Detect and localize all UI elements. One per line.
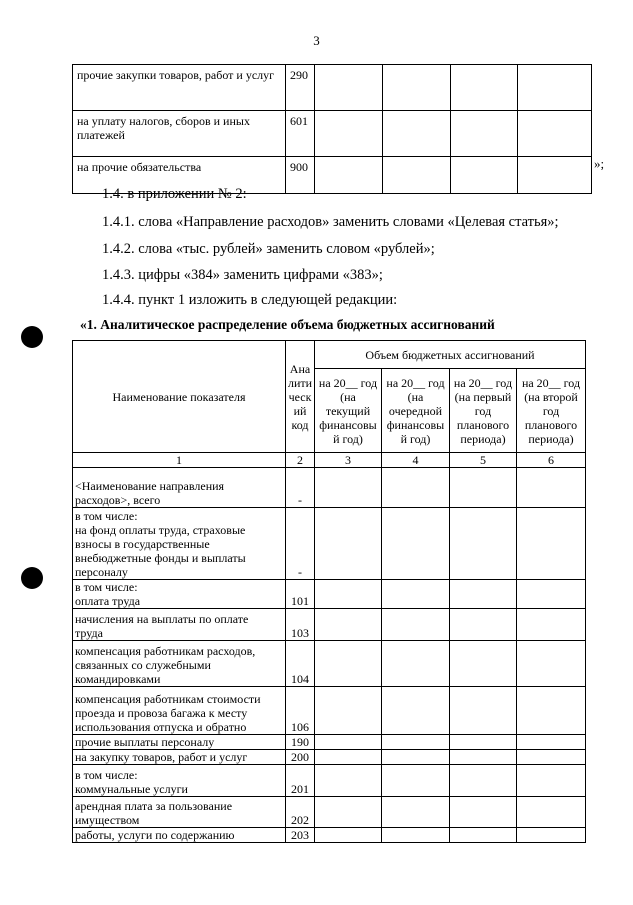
table-row — [73, 735, 586, 750]
column-numbers-row — [73, 453, 586, 468]
row-code: 601 — [286, 111, 315, 157]
table-row — [73, 828, 586, 843]
value-cell — [450, 687, 517, 735]
row-code: 103 — [286, 609, 315, 641]
row-code: 106 — [286, 687, 315, 735]
header-col5: на 20__ год (на первый год планового периода) — [450, 369, 517, 453]
value-cell — [450, 609, 517, 641]
value-cell — [315, 641, 382, 687]
value-cell — [517, 750, 586, 765]
value-cell — [382, 687, 450, 735]
value-cell — [517, 797, 586, 828]
paragraph: 1.4.1. слова «Направление расходов» заменить словами «Целевая статья»; — [102, 214, 559, 230]
row-name: компенсация работникам стоимости проезда и провоза багажа к месту использования отпуска и обратно — [73, 687, 286, 735]
paragraph: 1.4. в приложении № 2: — [102, 186, 247, 202]
column-number: 4 — [382, 453, 450, 468]
paragraph: 1.4.2. слова «тыс. рублей» заменить словом «рублей»; — [102, 241, 435, 257]
value-cell — [315, 468, 382, 508]
value-cell — [315, 687, 382, 735]
value-cell — [517, 735, 586, 750]
value-cell — [315, 580, 382, 609]
header-col6: на 20__ год (на второй год планового периода) — [517, 369, 586, 453]
closing-quote: »; — [594, 156, 605, 171]
row-name: арендная плата за пользование имуществом — [73, 797, 286, 828]
row-code: 202 — [286, 797, 315, 828]
value-cell — [315, 508, 382, 580]
column-number: 1 — [73, 453, 286, 468]
table-row — [73, 508, 586, 580]
table-row — [73, 65, 592, 111]
table-row — [73, 468, 586, 508]
value-cell — [450, 508, 517, 580]
value-cell — [382, 750, 450, 765]
value-cell — [450, 735, 517, 750]
section-title: «1. Аналитическое распределение объема бюджетных ассигнований — [80, 317, 495, 332]
row-name: компенсация работникам расходов, связанных со служебными командировками — [73, 641, 286, 687]
budget-allocation-table — [72, 340, 586, 843]
value-cell — [382, 468, 450, 508]
column-number: 2 — [286, 453, 315, 468]
table-row — [73, 765, 586, 797]
value-cell — [450, 828, 517, 843]
value-cell — [517, 609, 586, 641]
row-name: начисления на выплаты по оплате труда — [73, 609, 286, 641]
value-cell — [450, 750, 517, 765]
value-cell — [450, 580, 517, 609]
row-code: 104 — [286, 641, 315, 687]
table-row — [73, 580, 586, 609]
row-name: в том числе: коммунальные услуги — [73, 765, 286, 797]
table-row — [73, 687, 586, 735]
table-row — [73, 111, 592, 157]
table-row — [73, 797, 586, 828]
punch-hole-icon — [21, 567, 43, 589]
row-name: на прочие обязательства — [73, 157, 286, 194]
paragraph: 1.4.4. пункт 1 изложить в следующей редакции: — [102, 292, 398, 308]
value-cell — [382, 735, 450, 750]
row-name: на уплату налогов, сборов и иных платежей — [73, 111, 286, 157]
header-group: Объем бюджетных ассигнований — [315, 341, 586, 369]
value-cell — [315, 797, 382, 828]
column-number: 6 — [517, 453, 586, 468]
value-cell — [382, 797, 450, 828]
value-cell — [450, 797, 517, 828]
value-cell — [517, 828, 586, 843]
value-cell — [517, 641, 586, 687]
row-code: 101 — [286, 580, 315, 609]
value-cell — [315, 750, 382, 765]
row-name: в том числе: на фонд оплаты труда, страховые взносы в государственные внебюджетные фонды и выплаты персоналу — [73, 508, 286, 580]
continuation-table — [72, 64, 592, 194]
row-code: - — [286, 468, 315, 508]
header-col4: на 20__ год (на очередной финансовы й год) — [382, 369, 450, 453]
value-cell — [517, 468, 586, 508]
value-cell — [517, 580, 586, 609]
header-col3: на 20__ год (на текущий финансовы й год) — [315, 369, 382, 453]
value-cell — [450, 468, 517, 508]
row-code: 201 — [286, 765, 315, 797]
table-row — [73, 609, 586, 641]
column-number: 3 — [315, 453, 382, 468]
value-cell — [382, 609, 450, 641]
row-code: 900 — [286, 157, 315, 194]
value-cell — [450, 765, 517, 797]
table-row — [73, 641, 586, 687]
header-code: Ана лити ческ ий код — [286, 341, 315, 453]
value-cell — [315, 765, 382, 797]
value-cell — [382, 828, 450, 843]
row-name: в том числе: оплата труда — [73, 580, 286, 609]
column-number: 5 — [450, 453, 517, 468]
value-cell — [382, 641, 450, 687]
value-cell — [315, 609, 382, 641]
value-cell — [382, 580, 450, 609]
header-name: Наименование показателя — [73, 341, 286, 453]
table-row — [73, 750, 586, 765]
value-cell — [315, 828, 382, 843]
row-code: 203 — [286, 828, 315, 843]
paragraph: 1.4.3. цифры «384» заменить цифрами «383»; — [102, 267, 383, 283]
value-cell — [382, 765, 450, 797]
value-cell — [517, 508, 586, 580]
punch-hole-icon — [21, 326, 43, 348]
row-name: работы, услуги по содержанию — [73, 828, 286, 843]
row-name: на закупку товаров, работ и услуг — [73, 750, 286, 765]
row-name: прочие закупки товаров, работ и услуг — [73, 65, 286, 111]
row-code: 200 — [286, 750, 315, 765]
value-cell — [450, 641, 517, 687]
row-code: 190 — [286, 735, 315, 750]
row-code: 290 — [286, 65, 315, 111]
value-cell — [315, 735, 382, 750]
value-cell — [517, 687, 586, 735]
row-code: - — [286, 508, 315, 580]
value-cell — [517, 765, 586, 797]
value-cell — [382, 508, 450, 580]
row-name: прочие выплаты персоналу — [73, 735, 286, 750]
row-name: <Наименование направления расходов>, всего — [73, 468, 286, 508]
page-number: 3 — [313, 33, 320, 48]
